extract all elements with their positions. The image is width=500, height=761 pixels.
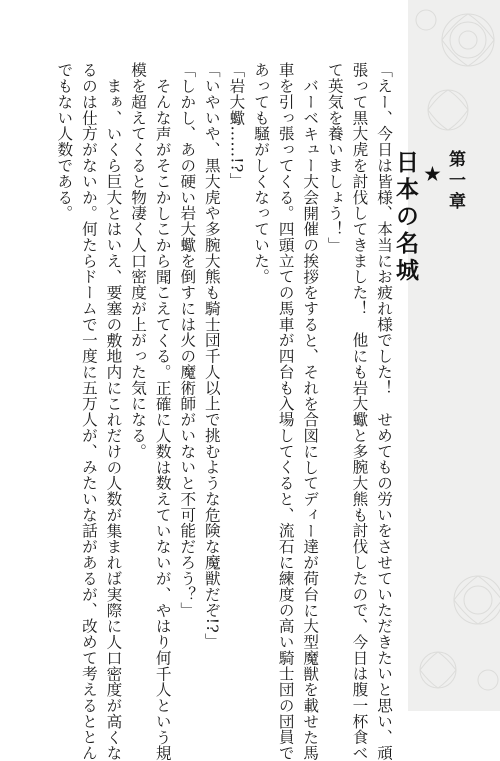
body-text — [55, 62, 396, 761]
text-line-4: バーベキュー大会開催の挨拶をすると、それを合図にしてディー達が荷台に大型魔獣を載せた馬 — [301, 77, 320, 761]
text-line-10: そんな声がそこかしこから聞こえてくる。正確に人数は数えていないが、やはり何千人という規 — [153, 77, 172, 761]
chapter-heading — [392, 150, 468, 570]
text-line-14: でもない人数である。 — [55, 62, 74, 221]
star-icon: ★ — [422, 164, 443, 185]
text-line-2: 張って黒大虎を討伐してきました！ 他にも岩大蠍と多腕大熊も討伐したので、今日は腹一杯食べ — [350, 62, 369, 761]
text-line-8: 「いやいや、黒大虎や多腕大熊も騎士団千人以上で挑むような危険な魔獣だぞ!?」 — [202, 62, 221, 649]
text-line-9: 「しかし、あの硬い岩大蠍を倒すには火の魔術師がいないと不可能だろう？」 — [178, 62, 197, 618]
text-line-1: 「えー、今日は皆様、本当にお疲れ様でした！ せめてもの労いをさせていただきたいと思い、頑 — [375, 62, 393, 761]
text-line-6: あっても騒がしくなっていた。 — [252, 62, 271, 285]
text-line-13: るのは仕方がないか。何たらドームで一度に五万人が、みたいな話があるが、改めて考えるととん — [79, 62, 98, 761]
text-line-7: 「岩大蠍……!?」 — [227, 62, 246, 189]
text-line-3: て英気を養いましょう！」 — [325, 62, 344, 253]
chapter-number: 第一章 — [445, 150, 465, 213]
text-line-12: まぁ、いくら巨大とはいえ、要塞の敷地内にこれだけの人数が集まれば実際に人口密度が高くな — [104, 77, 123, 761]
text-line-11: 模を超えてくると物凄く人口密度が上がった気になる。 — [129, 62, 148, 459]
chapter-title: 日本の名城 — [392, 150, 419, 285]
text-line-5: 車を引っ張ってくる。四頭立ての馬車が四台も入場してくると、流石に練度の高い騎士団の団員で — [276, 62, 295, 761]
